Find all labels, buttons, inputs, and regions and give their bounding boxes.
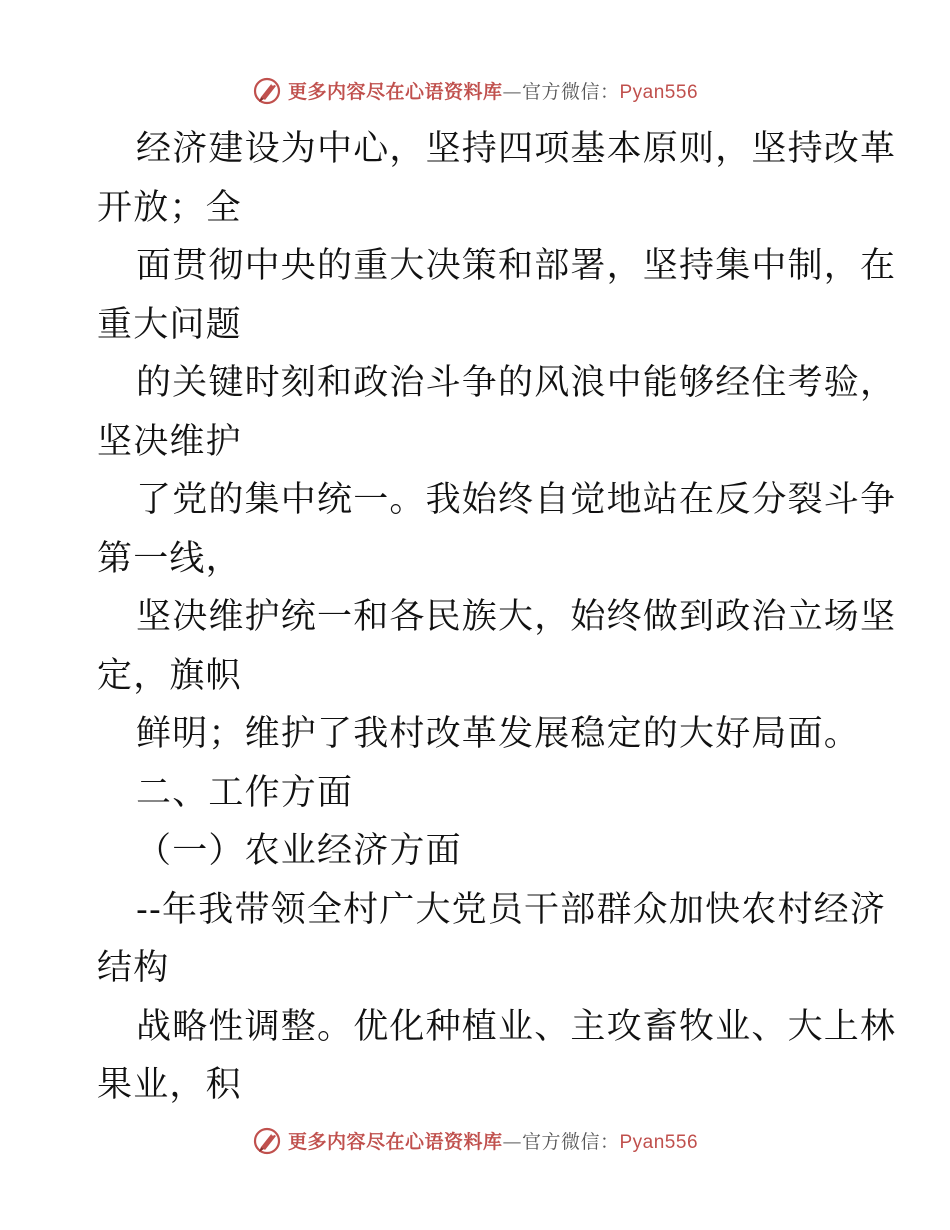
paragraph-line: 了党的集中统一。我始终自觉地站在反分裂斗争 [136, 480, 897, 520]
paragraph-line: 面贯彻中央的重大决策和部署，坚持集中制，在 [136, 246, 897, 286]
paragraph-line: 战略性调整。优化种植业、主攻畜牧业、大上林 [136, 1006, 897, 1047]
watermark-title: 更多内容尽在心语资料库 [287, 1130, 503, 1153]
paragraph-line: 坚决维护 [97, 421, 242, 462]
paragraph-line: 果业，积 [97, 1065, 242, 1105]
watermark-text-line [288, 77, 698, 104]
watermark-contact-label: 官方微信： [521, 1130, 620, 1153]
header-watermark [0, 73, 950, 107]
paragraph-line: 的关键时刻和政治斗争的风浪中能够经住考验， [136, 363, 897, 403]
watermark-handle: Pyan556 [619, 81, 699, 103]
watermark-handle: Pyan556 [619, 1131, 699, 1153]
paragraph-line: 重大问题 [97, 304, 242, 345]
pen-nib-logo-icon [252, 75, 282, 105]
footer-watermark [0, 1123, 950, 1157]
section-heading: 二、工作方面 [136, 772, 354, 813]
paragraph-line: 经济建设为中心，坚持四项基本原则，坚持改革 [136, 129, 897, 169]
watermark-text-line [288, 1127, 698, 1154]
paragraph-line: 结构 [97, 948, 170, 988]
subsection-heading: （一）农业经济方面 [136, 831, 462, 871]
paragraph-line: 鲜明；维护了我村改革发展稳定的大好局面。 [136, 714, 861, 754]
paragraph-line: 第一线， [97, 538, 242, 579]
paragraph-line: 定，旗帜 [97, 655, 242, 696]
watermark-separator: — [502, 80, 522, 103]
paragraph-line: 开放；全 [97, 187, 242, 228]
watermark-title: 更多内容尽在心语资料库 [287, 80, 503, 103]
watermark-separator: — [502, 1130, 522, 1153]
watermark-contact-label: 官方微信： [521, 80, 620, 103]
paragraph-line: --年我带领全村广大党员干部群众加快农村经济 [136, 889, 887, 930]
paragraph-line: 坚决维护统一和各民族大，始终做到政治立场坚 [136, 597, 897, 637]
document-body [97, 120, 897, 1115]
pen-nib-logo-icon [252, 1125, 282, 1155]
